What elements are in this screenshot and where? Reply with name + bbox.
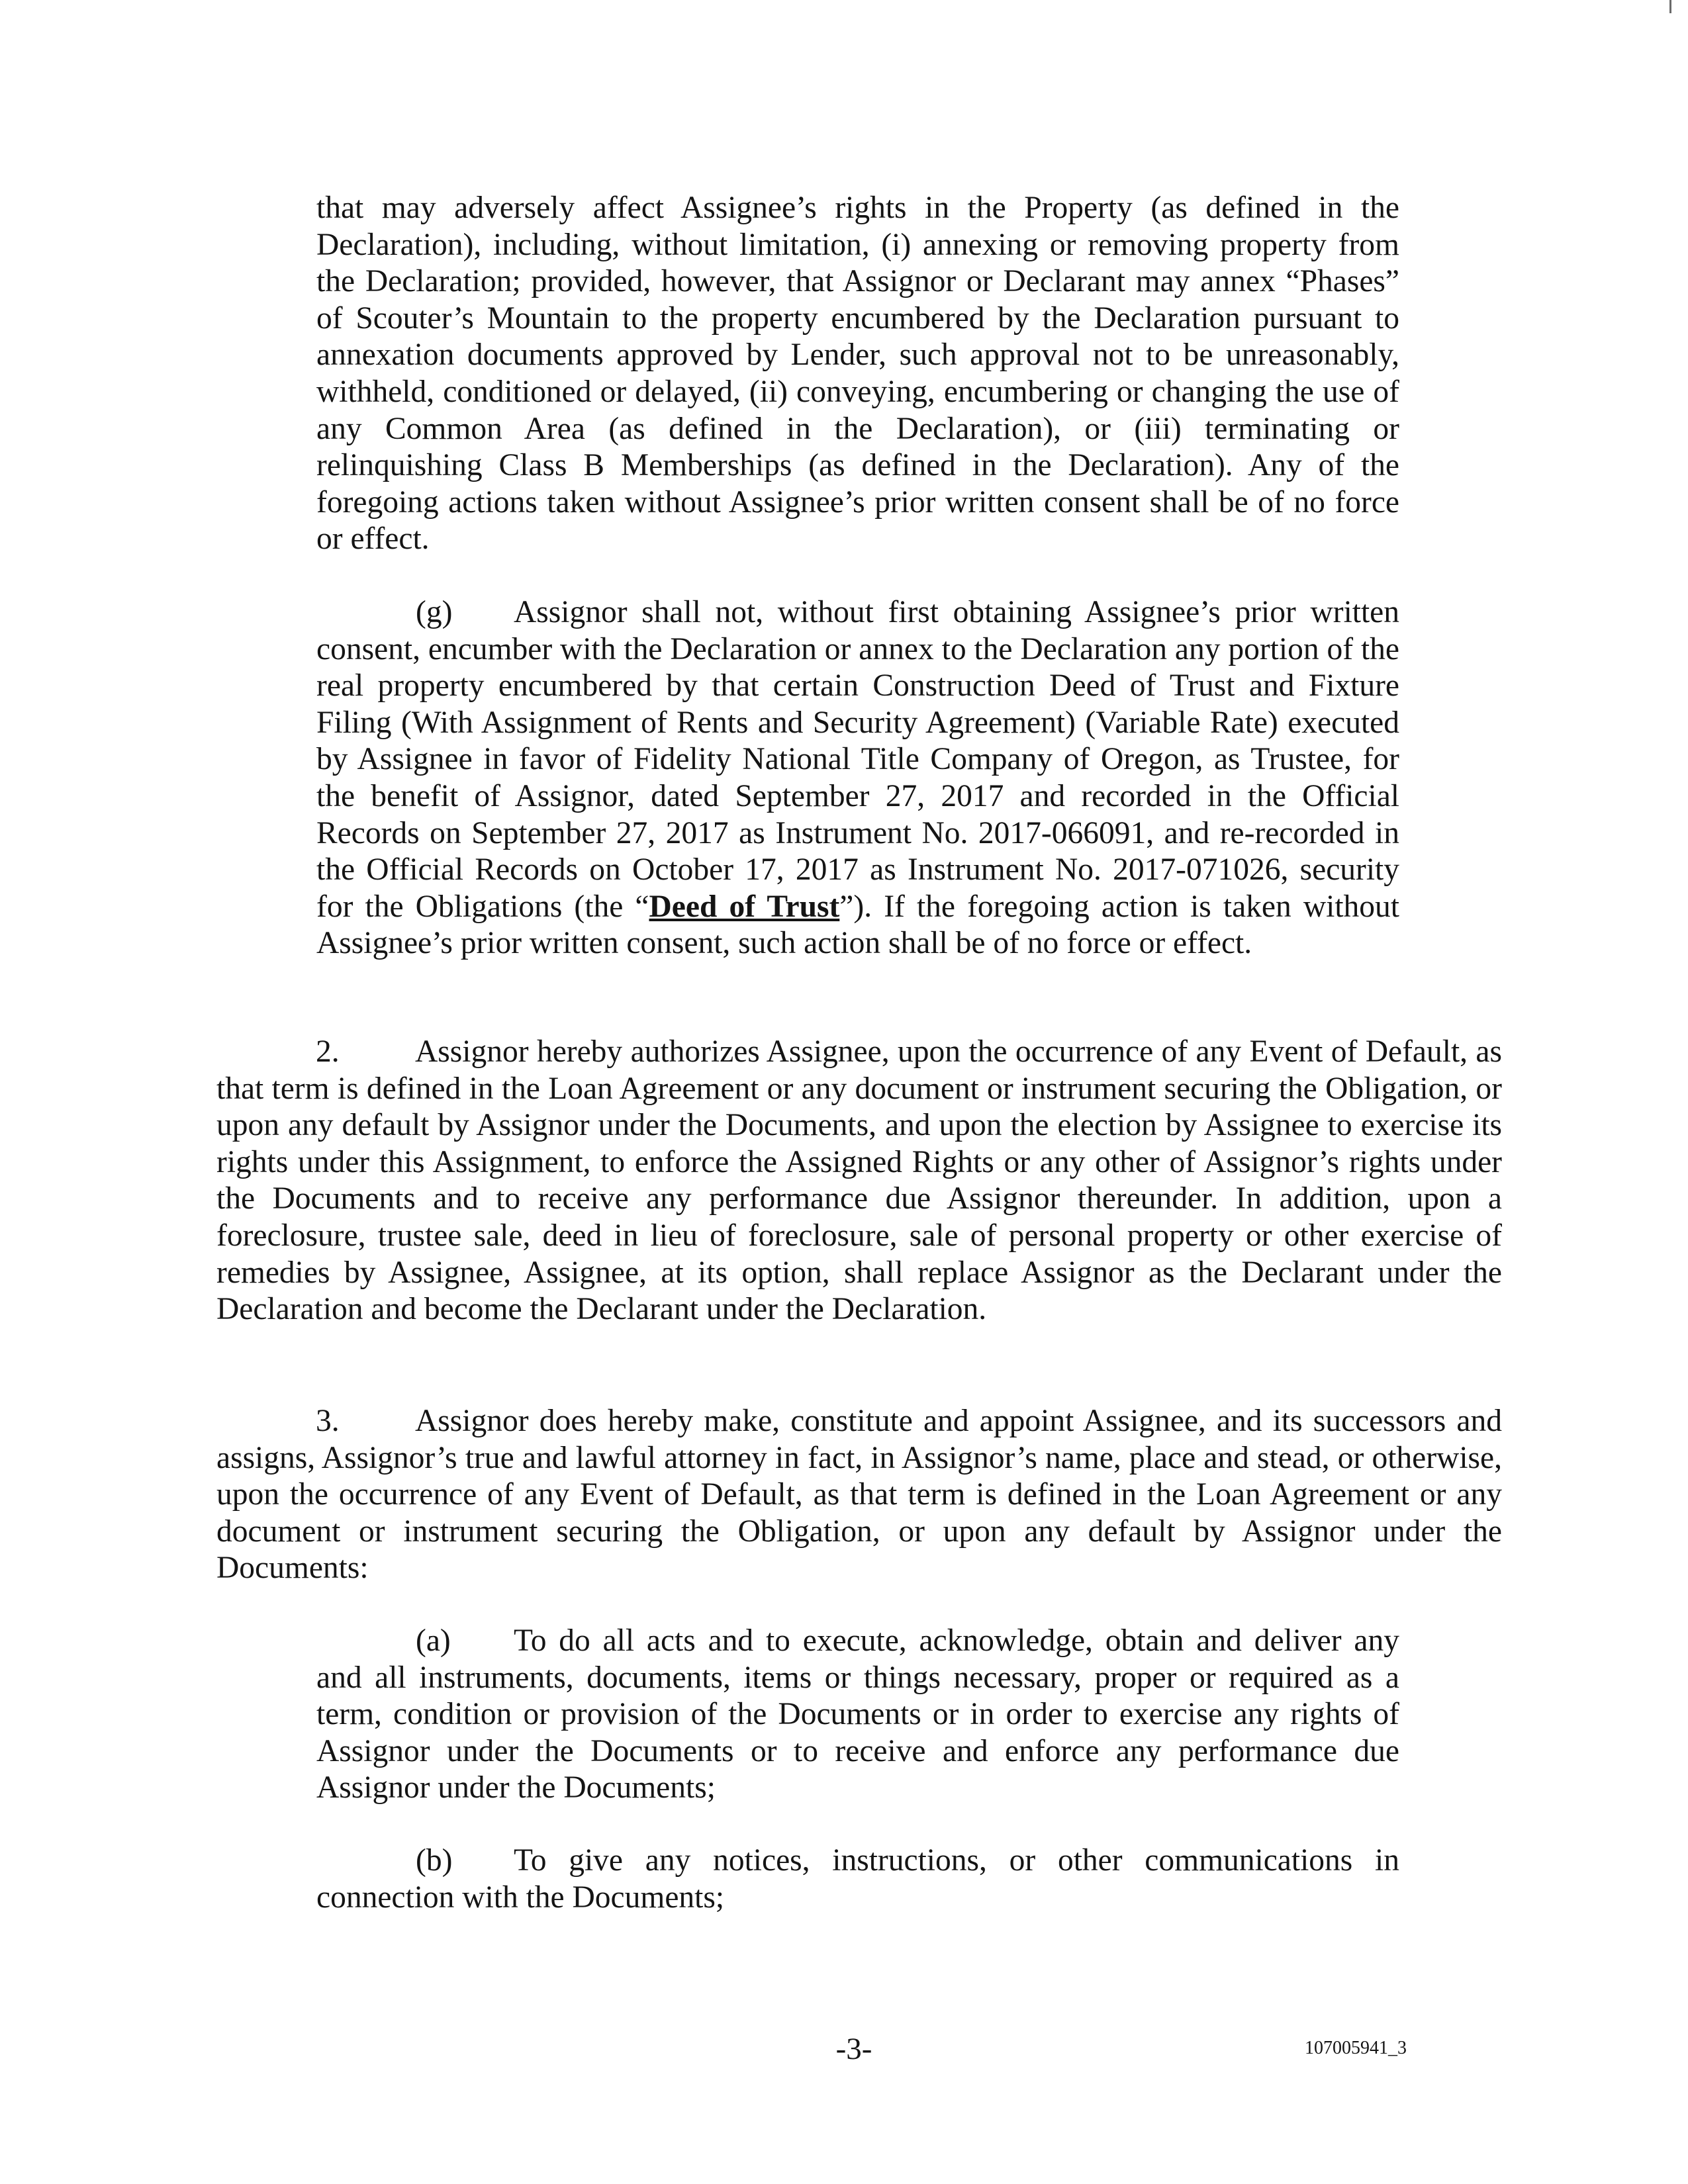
paragraph-f-continuation: that may adversely affect Assignee’s rights in the Property (as defined in the Declaration), including, without limitation, (i) annexing or removing property from the Declaration; provided, however, that Assignor or Declarant may annex “Phases” of Scouter’s Mountain to the property encumbered by the Declaration pursuant to annexation documents approved by Lender, such approval not to be unreasonably, withheld, conditioned or delayed, (ii) conveying, encumbering or changing the use of any Common Area (as defined in the Declaration), or (iii) terminating or relinquishing Class B Memberships (as defined in the Declaration). Any of the foregoing actions taken without Assignee’s prior written consent shall be of no force or effect. bbox=[316, 191, 1399, 557]
section-2-text: Assignor hereby authorizes Assignee, upon the occurrence of any Event of Default, as that term is defined in the Loan Agreement or any document or instrument securing the Obligation, or upon any default by Assignor under the Documents, and upon the election by Assignee to exercise its rights under this Assignment, to enforce the Assigned Rights or any other of Assignor’s rights under the Documents and to receive any performance due Assignor thereunder. In addition, upon a foreclosure, trustee sale, deed in lieu of foreclosure, sale of personal property or other exercise of remedies by Assignee, Assignee, at its option, shall replace Assignor as the Declarant under the Declaration and become the Declarant under the Declaration. bbox=[216, 1034, 1502, 1327]
section-3b bbox=[316, 1843, 1399, 1916]
section-3-text: Assignor does hereby make, constitute and appoint Assignee, and its successors and assigns, Assignor’s true and lawful attorney in fact, in Assignor’s name, place and stead, or otherwise, upon the occurrence of any Event of Default, as that term is defined in the Loan Agreement or any document or instrument securing the Obligation, or upon any default by Assignor under the Documents: bbox=[216, 1404, 1502, 1586]
section-3 bbox=[216, 1403, 1502, 1587]
section-2-number: 2. bbox=[316, 1034, 340, 1069]
paragraph-g-label: (g) bbox=[416, 595, 453, 629]
paragraph-g bbox=[316, 594, 1399, 962]
section-2 bbox=[216, 1034, 1502, 1328]
section-3b-text: To give any notices, instructions, or other communications in connection with the Documents; bbox=[316, 1843, 1399, 1915]
section-3a-label: (a) bbox=[416, 1623, 451, 1658]
section-3-number: 3. bbox=[316, 1404, 340, 1438]
section-3b-label: (b) bbox=[416, 1843, 453, 1878]
document-id: 107005941_3 bbox=[1305, 2038, 1407, 2058]
page-number: -3- bbox=[835, 2032, 872, 2066]
section-3a-text: To do all acts and to execute, acknowledge, obtain and deliver any and all instruments, documents, items or things necessary, proper or required as a term, condition or provision of the Documents or in order to exercise any rights of Assignor under the Documents or to receive and enforce any performance due Assignor under the Documents; bbox=[316, 1623, 1399, 1805]
section-3a bbox=[316, 1623, 1399, 1807]
paragraph-g-text-before: Assignor shall not, without first obtaining Assignee’s prior written consent, encumber with the Declaration or annex to the Declaration any portion of the real property encumbered by that certain Construction Deed of Trust and Fixture Filing (With Assignment of Rents and Security Agreement) (Variable Rate) executed by Assignee in favor of Fidelity National Title Company of Oregon, as Trustee, for the benefit of Assignor, dated September 27, 2017 and recorded in the Official Records on September 27, 2017 as Instrument No. 2017-066091, and re-recorded in the Official Records on October 17, 2017 as Instrument No. 2017-071026, security for the Obligations (the “ bbox=[316, 595, 1399, 924]
scan-edge-mark bbox=[1669, 0, 1671, 13]
paragraph-g-text-after: ”). If the foregoing action is taken without Assignee’s prior written consent, such action shall be of no force or effect. bbox=[316, 889, 1399, 961]
defined-term-deed-of-trust: Deed of Trust bbox=[649, 889, 840, 924]
